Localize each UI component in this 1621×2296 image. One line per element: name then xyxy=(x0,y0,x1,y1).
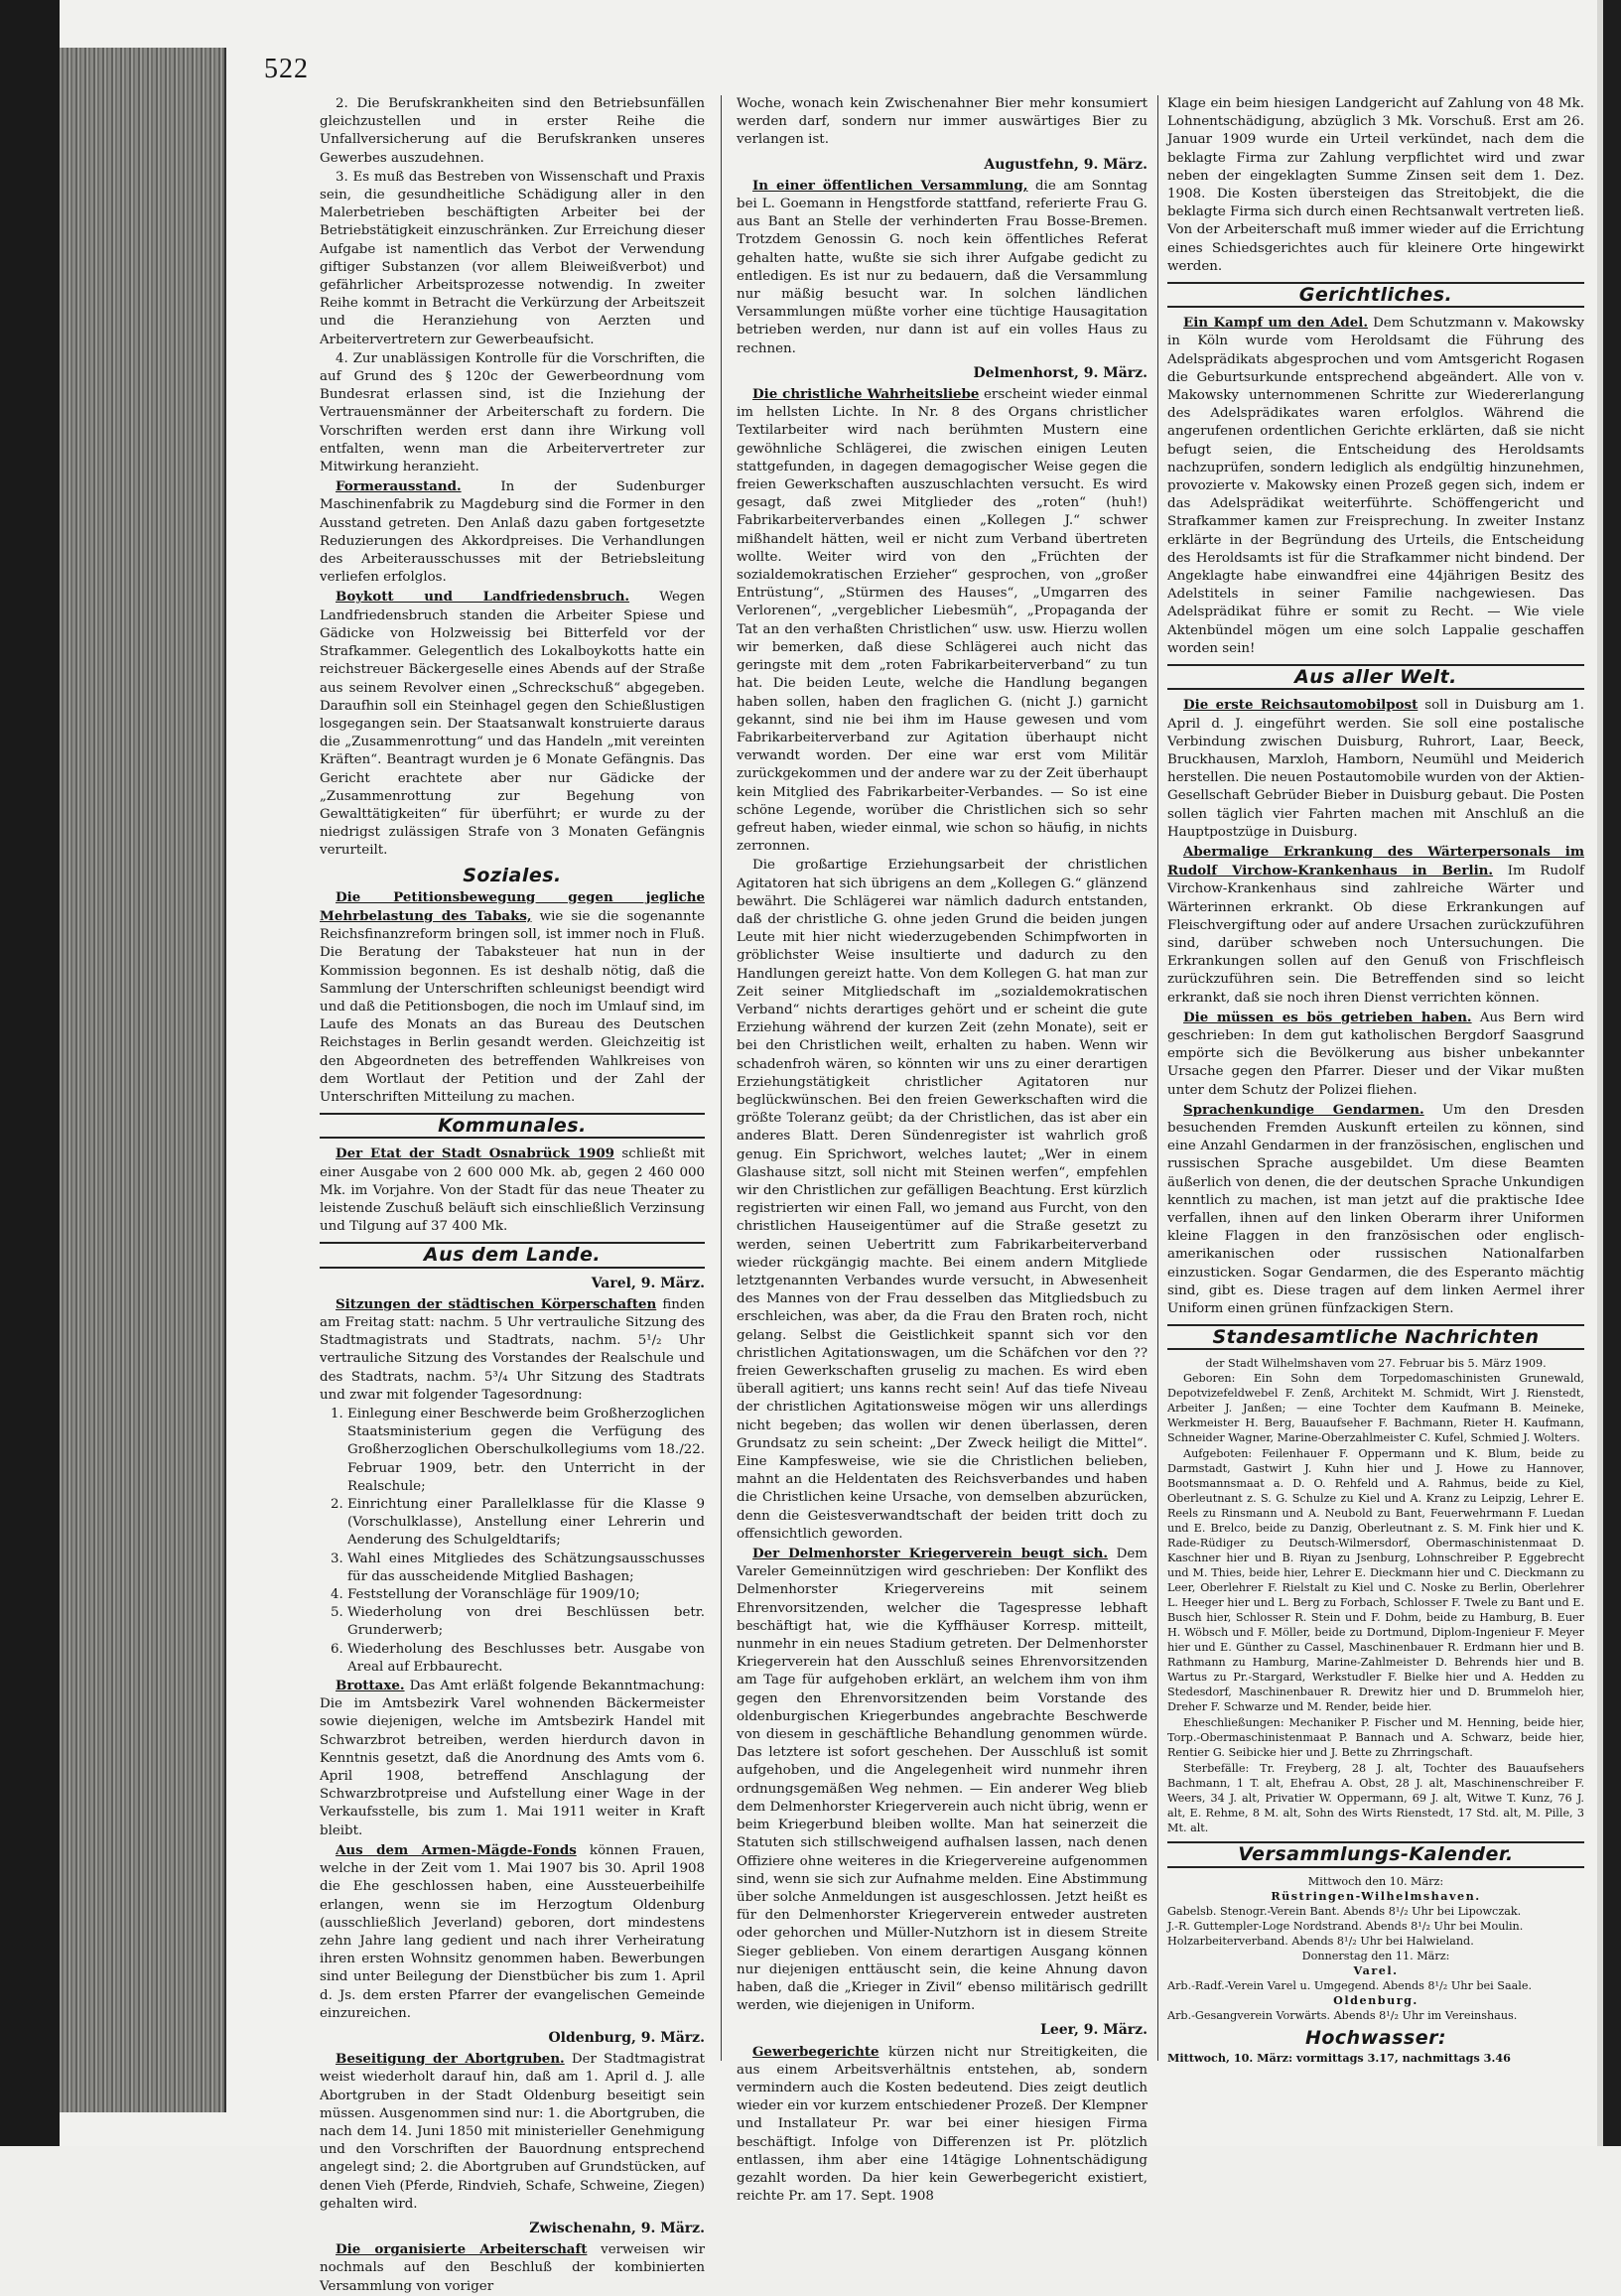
article-headline: Gewerbegerichte xyxy=(752,2043,879,2060)
article-adel xyxy=(1167,314,1584,658)
article-body: verweisen wir nochmals auf den Beschluß der kombinierten Versammlung von voriger xyxy=(320,2242,705,2294)
article-body: schließt mit einer Ausgabe von 2 600 000 Mk. ab, gegen 2 460 000 Mk. im Vorjahre. Von der Stadt für das neue Theater zu leistende Zuschuß beläuft sich einschließlich Verzinsung und Tilgung auf 37 400 Mk. xyxy=(320,1147,705,1235)
standesamt-eheschliessungen: Eheschließungen: Mechaniker P. Fischer und M. Henning, beide hier, Torp.-Obermaschinistenmaat P. Bannach und A. Schwarz, beide hier, Rentier G. Seibicke hier und J. Bette zu Zhrringschaft. xyxy=(1167,1716,1584,1760)
article-gendarmen xyxy=(1167,1101,1584,1318)
page-stack-edge xyxy=(60,48,226,2112)
section-heading-hochwasser: Hochwasser: xyxy=(1304,2026,1447,2049)
hochwasser-times: Mittwoch, 10. März: vormittags 3.17, nachmittags 3.46 xyxy=(1167,2050,1511,2065)
calendar-place: Rüstringen-Wilhelmshaven. xyxy=(1271,1888,1481,1903)
calendar-entry: Holzarbeiterverband. Abends 8¹/₂ Uhr bei Halwieland. xyxy=(1167,1934,1474,1948)
article-headline: Die Petitionsbewegung gegen jegliche Mehrbelastung des Tabaks, xyxy=(320,888,705,924)
article-body: Aus Bern wird geschrieben: In dem gut katholischen Bergdorf Saasgrund empörte sich die Bevölkerung aus bisher unbekannter Ursache gegen den Pfarrer. Dieser und der Vikar mußten unter dem Schutz der Polizei fliehen. xyxy=(1167,1010,1584,1098)
article-headline: Brottaxe. xyxy=(336,1678,405,1694)
article-body: Dem Schutzmann v. Makowsky in Köln wurde vom Heroldsamt die Führung des Adelsprädikats abgesprochen und vom Amtsgericht Rogasen die Geburtsurkunde entsprechend abgeändert. Alle von v. Makowsky unternommenen Schritte zur Wiedererlangung des Adelsprädikates waren erfolglos. Während die angerufenen ordentlichen Gerichte erklärten, daß sie nicht befugt seien, die Entscheidung des Heroldsamts nachzuprüfen, sondern lediglich als endgültig hinzunehmen, provozierte v. Makowsky einen Prozeß gegen sich, indem er das Adelsprädikat weiterführte. Schöffengericht und Strafkammer kamen zur Freisprechung. In zweiter Instanz erklärte in der Begründung des Urteils, die Entscheidung des Heroldsamts ist für die Strafkammer nicht bindend. Der Angeklagte habe einwandfrei eine 44jährigen Besitz des Adelstitels in seiner Familie nachgewiesen. Das Adelsprädikat führe er somit zu Recht. — Wie viele Aktenbündel mögen um eine solch Lappalie geschaffen worden sein! xyxy=(1167,316,1584,656)
column-2 xyxy=(737,95,1148,2205)
dateline: Augustfehn, 9. März. xyxy=(984,156,1148,173)
agenda-item: 3. Wahl eines Mitgliedes des Schätzungsausschusses für das ausscheidende Mitglied Bashagen; xyxy=(347,1551,705,1586)
article-abortgruben xyxy=(320,2050,705,2214)
article-versammlung xyxy=(737,177,1148,358)
article-headline: Der Delmenhorster Kriegerverein beugt sich. xyxy=(752,1546,1109,1562)
article-body: kürzen nicht nur Streitigkeiten, die aus einem Arbeitsverhältnis entstehen, ab, sondern vermindern auch die Kosten bedeutend. Dies zeigt deutlich wieder ein vor kurzem entschiedener Prozeß. Der Klempner und Installateur Pr. war bei einer hiesigen Firma beschäftigt. Infolge von Differenzen ist Pr. plötzlich entlassen, ihm aber eine 14tägige Lohnentschädigung gezahlt worden. Da hier kein Gewerbegericht existiert, reichte Pr. am 17. Sept. 1908 xyxy=(737,2044,1148,2205)
article-headline: Sitzungen der städtischen Körperschaften xyxy=(336,1295,657,1312)
article-wahrheitsliebe xyxy=(737,385,1148,856)
article-body: Wegen Landfriedensbruch standen die Arbeiter Spiese und Gädicke von Holzweissig bei Bitterfeld vor der Strafkammer. Gelegentlich des Lokalboykotts hatte ein reichstreuer Bäckergeselle eines Abends auf der Straße aus seinem Revolver einen „Schreckschuß“ abgegeben. Daraufhin soll ein Steinhagel gegen den Schießlustigen losgegangen sein. Der Staatsanwalt konstruierte daraus die „Zusammenrottung“ und das Handeln „mit vereinten Kräften“. Beantragt wurden je 6 Monate Gefängnis. Das Gericht erachtete aber nur Gädicke der „Zusammenrottung zur Begehung von Gewalttätigkeiten“ für überführt; er wurde zu der niedrigst zulässigen Strafe von 3 Monaten Gefängnis verurteilt. xyxy=(320,590,705,859)
calendar-place: Varel. xyxy=(1353,1962,1399,1977)
dateline: Varel, 9. März. xyxy=(591,1275,705,1291)
article-krankenhaus xyxy=(1167,843,1584,1008)
article-etat xyxy=(320,1145,705,1236)
column-3 xyxy=(1167,95,1584,2065)
section-heading-aus-aller-welt: Aus aller Welt. xyxy=(1167,664,1584,690)
article-headline: Die organisierte Arbeiterschaft xyxy=(336,2241,588,2258)
article-headline: Ein Kampf um den Adel. xyxy=(1183,315,1369,332)
calendar-date: Donnerstag den 11. März: xyxy=(1301,1949,1450,1962)
paragraph: Die großartige Erziehungsarbeit der christlichen Agitatoren hat sich übrigens an dem „Kollegen G.“ glänzend bewährt. Die Schlägerei war nämlich dadurch entstanden, daß der christliche G. ohne jeden Grund die beiden jungen Leute mit hier nicht wiederzugebenden Schimpfworten in gröblichster Weise insultierte und dadurch zu den Handlungen gereizt hatte. Von dem Kollegen G. hat man zur Zeit seiner Mitgliedschaft im „sozialdemokratischen Verband“ nichts derartiges gehört und er scheint die gute Erziehung während der kurzen Zeit (zehn Monate), seit er bei den Christlichen weilt, erhalten zu haben. Wenn wir schadenfroh wären, so könnten wir uns zu einer derartigen Erziehungstätigkeit christlicher Agitatoren nur beglückwünschen. Bei den freien Gewerkschaften wird die größte Toleranz geübt; da der Christlichen, das ist aber ein anderes Blatt. Deren Sündenregister ist wahrlich groß genug. Ein Sprichwort, welches lautet; „Wer in einem Glashause sitzt, soll nicht mit Steinen werfen“, empfehlen wir den Christlichen zur gefälligen Beachtung. Erst kürzlich registrierten wir einen Fall, wo jemand aus Furcht, von den christlichen Hauseigentümer auf die Straße gesetzt zu werden, seinen Uebertritt zum Fabrikarbeiterverband wieder rückgängig machte. Bei einem andern Mitgliede letztgenannten Verbandes wurde versucht, in Abwesenheit des Mannes von der Frau desselben das Mitgliedsbuch zu erschleichen, was aber, da die Frau den Braten roch, nicht gelang. Selbst die Geistlichkeit spannt sich vor den christlichen Agitationswagen, um die Schäfchen vor den ??freien Gewerkschaften gruselig zu machen. Es wird eben überall agitiert; uns kanns recht sein! Auf das tiefe Niveau der christlichen Agitationsweise mögen wir uns allerdings nicht begeben; das wollen wir denen überlassen, deren Grundsatz zu sein scheint: „Der Zweck heiligt die Mittel“. Eine Kampfesweise, wie sie die Christlichen belieben, mahnt an die Heldentaten des Reichsverbandes und haben die Christlichen keine Ursache, von demselben abzurücken, denn die Geistesverwandtschaft der beiden tritt doch zu offensichtlich geworden. xyxy=(737,858,1148,1542)
standesamt-geboren: Geboren: Ein Sohn dem Torpedomaschinisten Grunewald, Depotvizefeldwebel F. Zenß, Architekt M. Schmidt, Wirt J. Rienstedt, Arbeiter J. Janßen; — eine Tochter dem Kaufmann B. Meineke, Werkmeister H. Berg, Bauaufseher F. Bachmann, Rieter H. Kaufmann, Schneider Wagner, Marine-Oberzahlmeister C. Kufel, Schmied J. Wolters. xyxy=(1167,1372,1584,1445)
section-heading-kommunales: Kommunales. xyxy=(320,1113,705,1139)
article-sitzungen xyxy=(320,1295,705,1405)
section-heading-standesamt: Standesamtliche Nachrichten xyxy=(1167,1324,1584,1350)
calendar-entry: Gabelsb. Stenogr.-Verein Bant. Abends 8¹/₂ Uhr bei Lipowczak. xyxy=(1167,1904,1522,1918)
article-maegde-fonds xyxy=(320,1841,705,2023)
calendar-place: Oldenburg. xyxy=(1333,1992,1418,2007)
article-headline: Boykott und Landfriedensbruch. xyxy=(336,589,630,606)
agenda-item: 2. Einrichtung einer Parallelklasse für die Klasse 9 (Vorschulklasse), Anstellung einer Lehrerin und Aenderung des Schulgeldtarifs; xyxy=(347,1496,705,1551)
dateline: Leer, 9. März. xyxy=(1039,2022,1148,2039)
article-headline: Aus dem Armen-Mägde-Fonds xyxy=(336,1841,577,1858)
section-heading-kalender: Versammlungs-Kalender. xyxy=(1167,1841,1584,1867)
page-number: 522 xyxy=(264,54,309,84)
column-rule xyxy=(1157,95,1158,2061)
article-body: die am Sonntag bei L. Goemann in Hengstforde stattfand, referierte Frau G. aus Bant an Stelle der verhinderten Frau Bosse-Bremen. Trotzdem Genossin G. noch kein öffentliches Referat gehalten hatte, wußte sie sich ihrer Aufgabe gedicht zu entledigen. Es ist nur zu bedauern, daß die Versammlung nur mäßig besucht war. In solchen ländlichen Versammlungen müßte vorher eine tüchtige Hausagitation betrieben werden, nur dann ist auf ein volles Haus zu rechnen. xyxy=(737,178,1148,356)
article-headline: Formerausstand. xyxy=(336,478,462,495)
dateline: Delmenhorst, 9. März. xyxy=(973,364,1148,381)
article-body: finden am Freitag statt: nachm. 5 Uhr vertrauliche Sitzung des Stadtmagistrats und Stadtrats, nachm. 5¹/₂ Uhr vertrauliche Sitzung des Vorstandes der Realschule und des Stadtrats, nachm. 5³/₄ Uhr Sitzung des Stadtrats und zwar mit folgender Tagesordnung: xyxy=(320,1296,705,1403)
article-body: soll in Duisburg am 1. April d. J. eingeführt werden. Sie soll eine postalische Verbindung zwischen Duisburg, Ruhrort, Laar, Beeck, Bruckhausen, Marxloh, Hamborn, Neumühl und Meiderich herstellen. Die neuen Postautomobile wurden von der Aktien-Gesellschaft Gebrüder Bieber in Duisburg gebaut. Die Posten sollen täglich vier Fahrten machen mit Anschluß an die Hauptpostzüge in Duisburg. xyxy=(1167,698,1584,840)
article-body: Der Stadtmagistrat weist wiederholt darauf hin, daß am 1. April d. J. alle Abortgruben in der Stadt Oldenburg beseitigt sein müssen. Ausgenommen sind nur: 1. die Abortgruben, die nach dem 14. Juni 1850 mit ministerieller Genehmigung und den Vorschriften der Bauordnung entsprechend angelegt sind; 2. die Abortgruben auf Grundstücken, auf denen Vieh (Pferde, Rindvieh, Schafe, Schweine, Ziegen) gehalten wird. xyxy=(320,2052,706,2212)
article-body: wie sie die sogenannte Reichsfinanzreform bringen soll, ist immer noch in Fluß. Die Beratung der Tabaksteuer hat nun in der Kommission begonnen. Es ist deshalb nötig, daß die Sammlung der Unterschriften schleunigst beendigt wird und daß die Petitionsbogen, die noch im Umlauf sind, im Laufe des Monats an das Bureau des Deutschen Reichstages in Berlin gesandt werden. Gleichzeitig ist den Abgeordneten des betreffenden Wahlkreises von dem Wortlaut der Petition und der Zahl der Unterschriften Mitteilung zu machen. xyxy=(320,908,705,1105)
article-body: In der Sudenburger Maschinenfabrik zu Magdeburg sind die Former in den Ausstand getreten. Den Anlaß dazu gaben fortgesetzte Reduzierungen des Akkordpreises. Die Verhandlungen des Arbeiterausschusses mit der Betriebsleitung verliefen erfolglos. xyxy=(320,479,705,586)
agenda-list xyxy=(320,1406,705,1677)
dateline: Zwischenahn, 9. März. xyxy=(529,2220,705,2236)
article-headline: Sprachenkundige Gendarmen. xyxy=(1183,1101,1424,1118)
article-formerausstand xyxy=(320,477,705,587)
calendar-entry: Arb.-Radf.-Verein Varel u. Umgegend. Abends 8¹/₂ Uhr bei Saale. xyxy=(1167,1978,1533,1992)
agenda-item: 6. Wiederholung des Beschlusses betr. Ausgabe von Areal auf Erbbaurecht. xyxy=(347,1641,705,1677)
agenda-item: 5. Wiederholung von drei Beschlüssen betr. Grunderwerb; xyxy=(347,1604,705,1640)
agenda-item: 1. Einlegung einer Beschwerde beim Großherzoglichen Staatsministerium gegen die Verfügung des Großherzoglichen Oberschulkollegiums vom 18./22. Februar 1909, betr. den Unterricht in der Realschule; xyxy=(347,1406,705,1496)
calendar-entry: J.-R. Guttempler-Loge Nordstrand. Abends 8¹/₂ Uhr bei Moulin. xyxy=(1167,1919,1524,1933)
article-boykott xyxy=(320,588,705,860)
article-body: Das Amt erläßt folgende Bekanntmachung: Die im Amtsbezirk Varel wohnenden Bäckermeister sowie diejenigen, welche im Amtsbezirk Handel mit Schwarzbrot betreiben, werden hierdurch davon in Kenntnis gesetzt, daß die Anordnung des Amts vom 6. April 1908, betreffend Anschlagung der Schwarzbrotpreise und Aufstellung einer Wage in der Verkaufsstelle, bis zum 1. Mai 1911 weiter in Kraft bleibt. xyxy=(320,1679,705,1838)
article-headline: Abermalige Erkrankung des Wärterpersonals im Rudolf Virchow-Krankenhaus in Berlin. xyxy=(1167,843,1584,879)
article-headline: Die müssen es bös getrieben haben. xyxy=(1183,1009,1472,1025)
paragraph: Woche, wonach kein Zwischenahner Bier mehr konsumiert werden darf, sondern nur immer auswärtiges Bier zu verlangen ist. xyxy=(737,96,1148,148)
book-binding xyxy=(0,0,60,2146)
article-headline: Die christliche Wahrheitsliebe xyxy=(752,386,980,403)
article-body: Dem Vareler Gemeinnützigen wird geschrieben: Der Konflikt des Delmenhorster Kriegervereins mit seinem Ehrenvorsitzenden, welcher die Tagespresse lebhaft beschäftigt hat, wie die Kyffhäuser Korresp. mitteilt, nunmehr in ein neues Stadium getreten. Der Delmenhorster Kriegerverein hat den Ausschluß seines Ehrenvorsitzenden am Tage für aufgehoben erklärt, an welchem ihm von ihm gegen den Ehrenvorsitzenden beim Vorstande des oldenburgischen Kriegerbundes angebrachte Beschwerde von diesem in geschäftliche Behandlung genommen würde. Das letztere ist sofort geschehen. Der Ausschluß ist somit aufgehoben, und die Angelegenheit wird nunmehr ihren ordnungsgemäßen Weg nehmen. — Ein anderer Weg blieb dem Delmenhorster Kriegerverein auch nicht übrig, wenn er beim Kriegerbund bleiben wollte. Man hat seinerzeit die Statuten sich stillschweigend aufhalsen lassen, nach denen Offiziere ohne weiteres in die Kriegervereine aufgenommen sind, wenn sie sich zur Aufnahme melden. Eine Abstimmung über solche Anmeldungen ist ausgeschlossen. Jetzt heißt es für den Delmenhorster Kriegerverein entweder austreten oder gehorchen und Müller-Nutzhorn ist in diesem Streite Sieger geblieben. Von einem derartigen Ausgang können nur diejenigen enttäuscht sein, die keine Ahnung davon haben, daß die „Krieger in Zivil“ ebenso militärisch gedrillt werden, wie diejenigen in Uniform. xyxy=(737,1547,1148,2014)
article-petition xyxy=(320,888,705,1107)
calendar-date: Mittwoch den 10. März: xyxy=(1307,1874,1444,1888)
right-page-edge xyxy=(1597,0,1621,2146)
article-automobilpost xyxy=(1167,696,1584,842)
calendar-entry: Arb.-Gesangverein Vorwärts. Abends 8¹/₂ Uhr im Vereinshaus. xyxy=(1167,2008,1518,2022)
article-arbeiterschaft xyxy=(320,2240,705,2296)
article-headline: Beseitigung der Abortgruben. xyxy=(336,2051,565,2068)
article-headline: In einer öffentlichen Versammlung, xyxy=(752,177,1028,194)
standesamt-subtitle: der Stadt Wilhelmshaven vom 27. Februar bis 5. März 1909. xyxy=(1205,1357,1547,1371)
section-heading-gerichtliches: Gerichtliches. xyxy=(1167,282,1584,308)
article-saasgrund xyxy=(1167,1009,1584,1100)
article-kriegerverein xyxy=(737,1545,1148,2015)
dateline: Oldenburg, 9. März. xyxy=(548,2029,705,2046)
column-rule xyxy=(721,95,722,2061)
article-body: erscheint wieder einmal im hellsten Lichte. In Nr. 8 des Organs christlicher Textilarbeiter wird nach berühmten Mustern eine gewöhnliche Schlägerei, die zwischen einigen Leuten stattgefunden, in dagegen demagogischer Weise gegen die freien Gewerkschaften auszuschlachten versucht. Es wird gesagt, daß zwei Mitglieder des „roten“ (huh!) Fabrikarbeiterverbandes einen „Kollegen J.“ schwer mißhandelt hätten, weil er nicht zum Verband übertreten wollte. Weiter wird von den „Früchten der sozialdemokratischen Erzieher“ gesprochen, von „großer Entrüstung“, „Stürmen des Hauses“, „Umgarren des Verlorenen“, „vergeblicher Liebesmüh“, „Propaganda der Tat an den verhaßten Christlichen“ usw. usw. Hierzu wollen wir bemerken, daß diese Schlägerei auch nicht das geringste mit dem „roten Fabrikarbeiterverband“ zu tun hat. Die beiden Leute, welche die Handlung begangen haben sollen, haben den fraglichen G. (nicht J.) garnicht gekannt, sind nie bei ihm im Hause gewesen und vom Fabrikarbeiterverband zur Agitation überhaupt nicht verwandt worden. Der eine war erst vom Militär zurückgekommen und der andere war zu der Zeit überhaupt kein Mitglied des Fabrikarbeiter-Verbandes. — So ist eine schöne Legende, worüber die Christlichen sich so sehr gefreut haben, wieder einmal, wie schon so häufig, in nichts zerronnen. xyxy=(737,387,1148,855)
paragraph: 3. Es muß das Bestreben von Wissenschaft und Praxis sein, die gesundheitliche Schädigung aller in den Malerbetrieben beschäftigten Arbeiter bei der Betriebstätigkeit einzuschränken. Zur Erreichung dieser Aufgabe ist namentlich das Verbot der Verwendung giftiger Substanzen (vor allem Bleiweißverbot) und gefährlicher Arbeitsprozesse notwendig. In zweiter Reihe kommt in Betracht die Verkürzung der Arbeitszeit und die Heranziehung von Aerzten und Arbeitervertretern zur Gewerbeaufsicht. xyxy=(320,169,705,347)
article-body: Im Rudolf Virchow-Krankenhaus sind zahlreiche Wärter und Wärterinnen erkrankt. Ob diese Erkrankungen auf Fleischvergiftung oder auf andere Ursachen zurückzuführen sind, darüber schweben noch Untersuchungen. Die Erkrankungen sollen auf den Genuß von Frischfleisch zurückzuführen sein. Die Betreffenden sind so leicht erkrankt, daß sie noch ihren Dienst verrichten können. xyxy=(1167,864,1584,1006)
article-body: Um den Dresden besuchenden Fremden Auskunft erteilen zu können, sind eine Anzahl Gendarmen in der französischen, englischen und russischen Sprache ausgebildet. Um diese Beamten äußerlich von denen, die der deutschen Sprache Unkundigen kenntlich zu machen, ist man jetzt auf die praktische Idee verfallen, ihnen auf den linken Oberarm ihrer Uniformen kleine Flaggen in den französischen oder englisch-amerikanischen oder russischen Nationalfarben einzusticken. Sogar Gendarmen, die des Esperanto mächtig sind, gibt es. Diese tragen auf dem linken Aermel ihrer Uniform einen grünen fünfzackigen Stern. xyxy=(1167,1102,1584,1316)
standesamt-sterbefaelle: Sterbefälle: Tr. Freyberg, 28 J. alt, Tochter des Bauaufsehers Bachmann, 1 T. alt, Ehefrau A. Obst, 28 J. alt, Maschinenschreiber F. Weers, 34 J. alt, Privatier W. Oppermann, 69 J. alt, Witwe T. Kunz, 76 J. alt, E. Rehme, 8 M. alt, Sohn des Wirts Rienstedt, 17 Std. alt, M. Pille, 3 Mt. alt. xyxy=(1167,1762,1584,1835)
paragraph: 2. Die Berufskrankheiten sind den Betriebsunfällen gleichzustellen und in erster Reihe die Unfallversicherung auf die Berufskranken unseres Gewerbes auszudehnen. xyxy=(320,96,705,166)
section-heading-aus-dem-lande: Aus dem Lande. xyxy=(320,1242,705,1268)
article-brottaxe xyxy=(320,1677,705,1840)
agenda-item: 4. Feststellung der Voranschläge für 1909/10; xyxy=(347,1586,705,1604)
standesamt-aufgeboten: Aufgeboten: Feilenhauer F. Oppermann und K. Blum, beide zu Darmstadt, Gastwirt J. Kuhn hier und J. Howe zu Hannover, Bootsmannsmaat a. D. O. Rehfeld und A. Rahmus, beide zu Kiel, Oberleutnant z. S. G. Schulze zu Kiel und A. Kranz zu Leipzig, Lehrer E. Reels zu Rinsmann und A. Neubold zu Bant, Feuerwehrmann F. Luedan und E. Brelco, beide zu Danzig, Oberleutnant z. S. M. Fink hier und K. Rade-Rüdiger zu Deutsch-Wilmersdorf, Obermaschinistenmaat D. Kaschner hier und B. Riyan zu Jsenburg, Lohnschreiber P. Eggebrecht und M. Thies, beide hier, Lehrer E. Dieckmann hier und C. Dieckmann zu Leer, Oberlehrer F. Rielstalt zu Kiel und C. Noske zu Berlin, Oberlehrer L. Heeger hier und L. Berg zu Forbach, Schlosser F. Twele zu Bant und E. Busch hier, Schlosser R. Stein und F. Dohm, beide zu Hamburg, B. Euer H. Wöbsch und F. Möller, beide zu Dortmund, Diplom-Ingenieur F. Meyer hier und E. Günther zu Cassel, Maschinenbauer R. Erdmann hier und B. Rathmann zu Hamburg, Marine-Zahlmeister D. Behrends hier und B. Wartus zu Pr.-Stargard, Werkstudler F. Bielke hier und A. Hedden zu Stedesdorf, Maschinenbauer R. Drewitz hier und D. Brummeloh hier, Dreher F. Schwarze und M. Render, beide hier. xyxy=(1167,1447,1584,1714)
paragraph: Klage ein beim hiesigen Landgericht auf Zahlung von 48 Mk. Lohnentschädigung, abzüglich 3 Mk. Vorschuß. Erst am 26. Januar 1909 wurde ein Urteil verkündet, nach dem die beklagte Firma zur Zahlung verpflichtet wird und zwar neben der eingeklagten Summe Zinsen seit dem 1. Dez. 1908. Die Kosten übersteigen das Streitobjekt, die die beklagte Firma sich durch einen Rechtsanwalt vertreten ließ. Von der Arbeiterschaft muß immer wieder auf die Errichtung eines Schiedsgerichtes auch für kleinere Orte hingewirkt werden. xyxy=(1167,96,1584,274)
column-1 xyxy=(320,95,706,2294)
paragraph: 4. Zur unablässigen Kontrolle für die Vorschriften, die auf Grund des § 120c der Gewerbeordnung vom Bundesrat erlassen sind, ist die Inziehung der Vertrauensmänner der Arbeiterschaft zu fordern. Die Vorschriften werden erst dann ihre Wirkung voll entfalten, wenn man die Arbeitervertreter zur Mitwirkung heranzieht. xyxy=(320,350,705,475)
article-body: können Frauen, welche in der Zeit vom 1. Mai 1907 bis 30. April 1908 die Ehe geschlossen haben, eine Aussteuerbeihilfe erlangen, wenn sie im Herzogtum Oldenburg (ausschließlich Jeverland) geboren, dort mindestens zehn Jahre lang gedient und nach ihrer Verheiratung ihren ersten Wohnsitz genommen haben. Bewerbungen sind unter Beilegung der Dienstbücher bis zum 1. April d. Js. dem ersten Pfarrer der evangelischen Gemeinde einzureichen. xyxy=(320,1842,705,2021)
section-heading-soziales: Soziales. xyxy=(463,864,562,886)
article-headline: Der Etat der Stadt Osnabrück 1909 xyxy=(336,1146,614,1162)
article-headline: Die erste Reichsautomobilpost xyxy=(1183,697,1418,714)
article-gewerbegerichte xyxy=(737,2043,1148,2207)
